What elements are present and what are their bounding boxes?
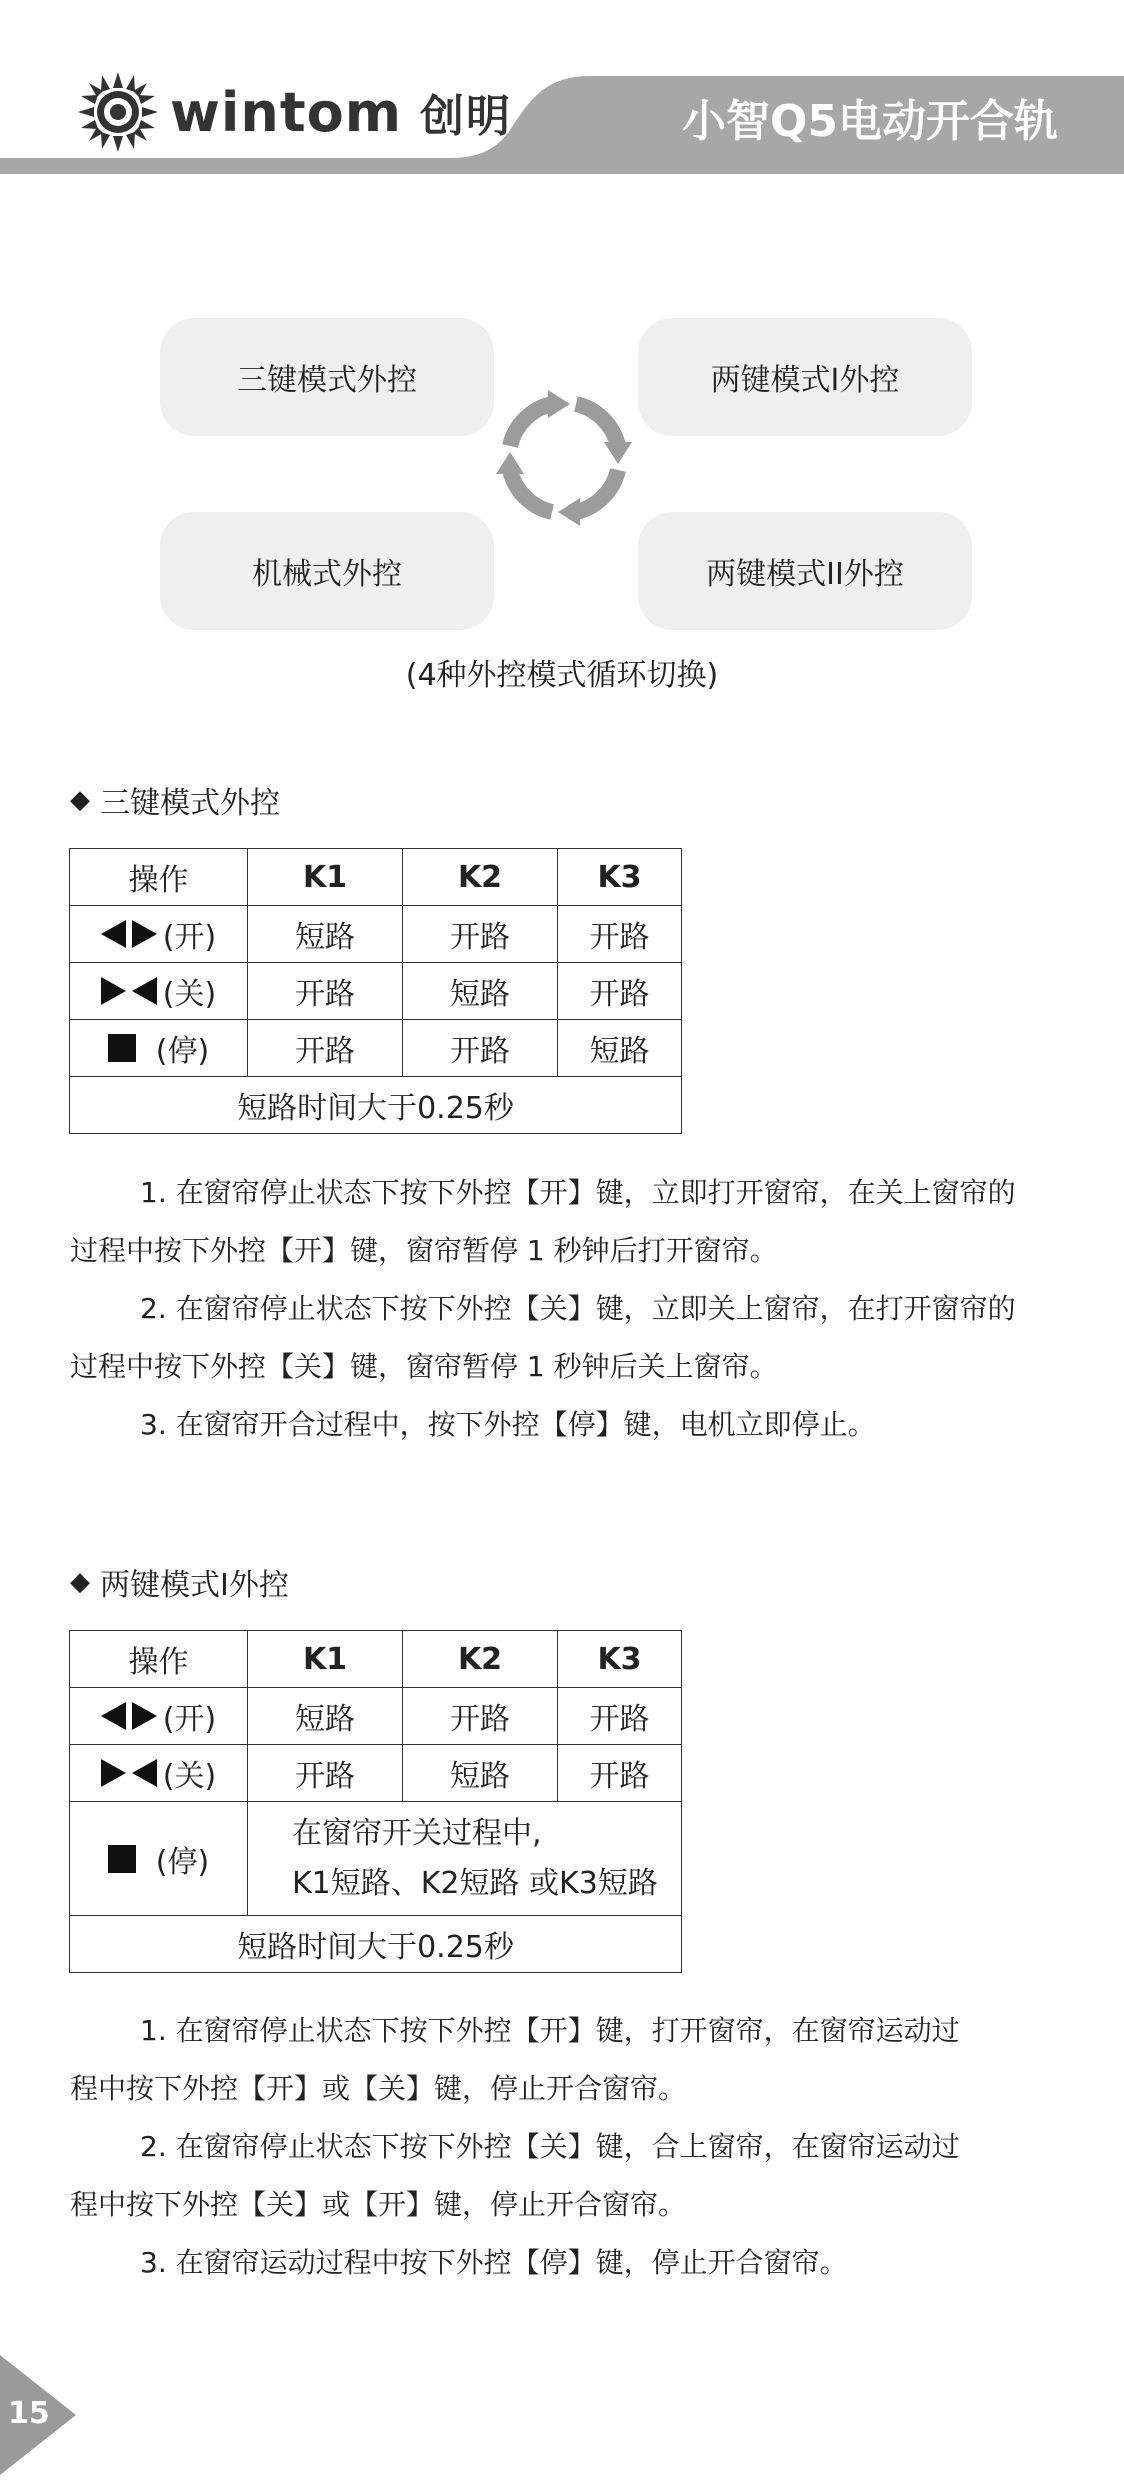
para-line: 2. 在窗帘停止状态下按下外控【关】键，合上窗帘，在窗帘运动过 xyxy=(140,2130,960,2163)
table-footer: 短路时间大于0.25秒 xyxy=(70,1077,682,1134)
col-header-k1: K1 xyxy=(248,849,403,906)
col-header-operation: 操作 xyxy=(70,1631,248,1688)
op-open: (开) xyxy=(70,1688,248,1745)
section1-heading xyxy=(70,778,280,822)
stop-description xyxy=(248,1802,682,1916)
section2-paragraphs xyxy=(70,2002,1050,2292)
mode-two-key-ii: 两键模式II外控 xyxy=(638,512,972,630)
mode-three-key: 三键模式外控 xyxy=(160,318,494,436)
cycle-arrows-icon xyxy=(484,378,644,538)
table-footer-row xyxy=(70,1077,682,1134)
diamond-bullet-icon: ◆ xyxy=(70,1567,90,1597)
stop-desc-line-2: K1短路、K2短路 或K3短路 xyxy=(292,1865,658,1901)
para-line: 2. 在窗帘停止状态下按下外控【关】键，立即关上窗帘，在打开窗帘的 xyxy=(140,1292,1016,1325)
section2-heading xyxy=(70,1560,289,1604)
product-title: 小智Q5电动开合轨 xyxy=(681,96,1059,147)
para-line: 过程中按下外控【开】键，窗帘暂停 1 秒钟后打开窗帘。 xyxy=(70,1234,778,1267)
cell-k2: 短路 xyxy=(403,963,558,1020)
op-open: (开) xyxy=(70,906,248,963)
page-number: 15 xyxy=(8,2396,50,2431)
cell-k1: 短路 xyxy=(248,1688,403,1745)
brand-logo xyxy=(76,66,512,158)
mode-two-key-i: 两键模式I外控 xyxy=(638,318,972,436)
cell-k3: 短路 xyxy=(558,1020,682,1077)
table-header-row xyxy=(70,849,682,906)
table-row xyxy=(70,906,682,963)
op-close: (关) xyxy=(70,963,248,1020)
open-arrows-icon xyxy=(101,920,157,948)
cell-k1: 开路 xyxy=(248,963,403,1020)
cell-k3: 开路 xyxy=(558,906,682,963)
close-arrows-icon xyxy=(101,1759,157,1787)
section1-table xyxy=(69,848,682,1134)
para-line: 3. 在窗帘运动过程中按下外控【停】键，停止开合窗帘。 xyxy=(140,2246,848,2279)
stop-square-icon xyxy=(108,1845,136,1873)
mode-mechanical: 机械式外控 xyxy=(160,512,494,630)
cell-k3: 开路 xyxy=(558,963,682,1020)
cell-k2: 开路 xyxy=(403,906,558,963)
table-row xyxy=(70,963,682,1020)
op-stop: (停) xyxy=(70,1802,248,1916)
cell-k1: 开路 xyxy=(248,1020,403,1077)
para-line: 3. 在窗帘开合过程中，按下外控【停】键，电机立即停止。 xyxy=(140,1408,876,1441)
table-row xyxy=(70,1745,682,1802)
col-header-k2: K2 xyxy=(403,1631,558,1688)
cell-k1: 短路 xyxy=(248,906,403,963)
diamond-bullet-icon: ◆ xyxy=(70,785,90,815)
close-arrows-icon xyxy=(101,977,157,1005)
col-header-operation: 操作 xyxy=(70,849,248,906)
cell-k2: 短路 xyxy=(403,1745,558,1802)
open-arrows-icon xyxy=(101,1702,157,1730)
brand-latin: wintom xyxy=(170,80,403,144)
sun-logo-icon xyxy=(76,70,160,154)
table-row xyxy=(70,1020,682,1077)
modes-caption: (4种外控模式循环切换) xyxy=(405,658,719,693)
table-footer: 短路时间大于0.25秒 xyxy=(70,1916,682,1973)
cell-k2: 开路 xyxy=(403,1688,558,1745)
op-stop: (停) xyxy=(70,1020,248,1077)
para-line: 1. 在窗帘停止状态下按下外控【开】键，打开窗帘，在窗帘运动过 xyxy=(140,2014,960,2047)
col-header-k3: K3 xyxy=(558,849,682,906)
stop-square-icon xyxy=(108,1034,136,1062)
section1-title: 三键模式外控 xyxy=(100,786,280,821)
col-header-k2: K2 xyxy=(403,849,558,906)
para-line: 1. 在窗帘停止状态下按下外控【开】键，立即打开窗帘，在关上窗帘的 xyxy=(140,1176,1016,1209)
cell-k1: 开路 xyxy=(248,1745,403,1802)
brand-chinese: 创明 xyxy=(420,91,513,142)
section2-table xyxy=(69,1630,682,1973)
cell-k2: 开路 xyxy=(403,1020,558,1077)
table-row xyxy=(70,1688,682,1745)
cell-k3: 开路 xyxy=(558,1688,682,1745)
para-line: 程中按下外控【关】或【开】键，停止开合窗帘。 xyxy=(70,2188,687,2221)
table-row xyxy=(70,1802,682,1916)
stop-desc-line-1: 在窗帘开关过程中, xyxy=(292,1815,542,1851)
section2-title: 两键模式I外控 xyxy=(100,1568,289,1603)
col-header-k1: K1 xyxy=(248,1631,403,1688)
cell-k3: 开路 xyxy=(558,1745,682,1802)
para-line: 过程中按下外控【关】键，窗帘暂停 1 秒钟后关上窗帘。 xyxy=(70,1350,778,1383)
table-header-row xyxy=(70,1631,682,1688)
table-footer-row xyxy=(70,1916,682,1973)
op-close: (关) xyxy=(70,1745,248,1802)
section1-paragraphs xyxy=(70,1164,1050,1454)
col-header-k3: K3 xyxy=(558,1631,682,1688)
para-line: 程中按下外控【开】或【关】键，停止开合窗帘。 xyxy=(70,2072,687,2105)
